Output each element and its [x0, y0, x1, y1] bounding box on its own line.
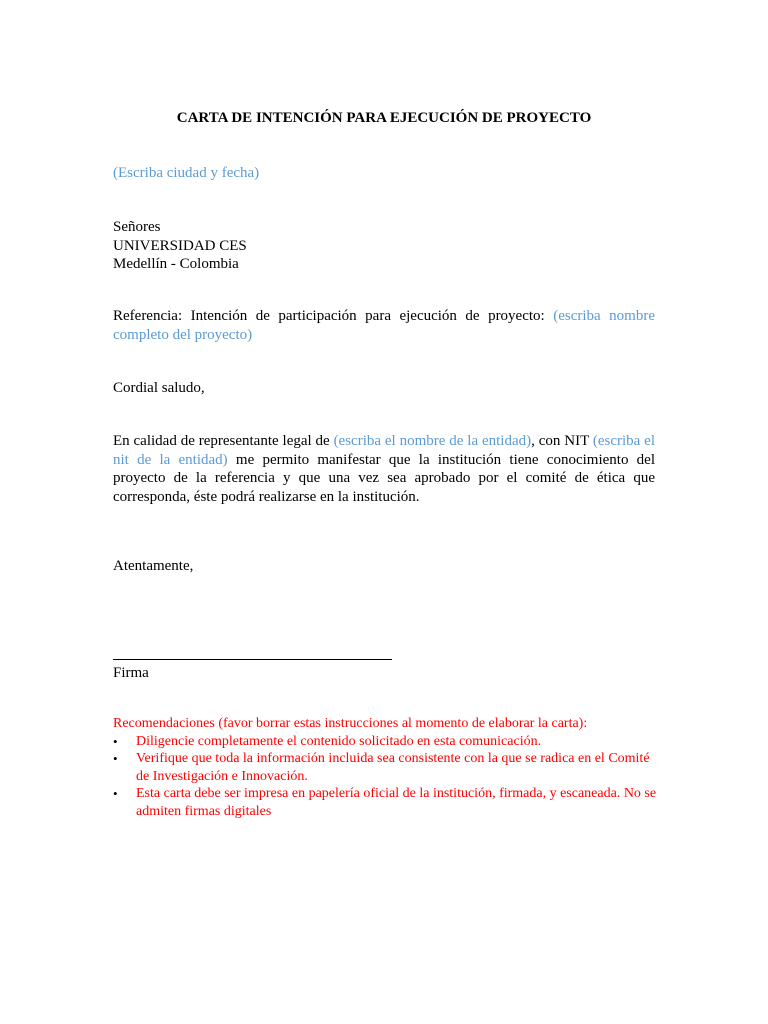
- bullet-icon: •: [113, 751, 118, 766]
- list-item: [113, 733, 658, 751]
- closing: Atentamente,: [113, 558, 194, 574]
- bullet-icon: •: [113, 786, 118, 801]
- recommendation-text: Diligencie completamente el contenido solicitado en esta comunicación.: [136, 733, 542, 749]
- body-text-2: , con NIT: [531, 433, 593, 449]
- signature-label: Firma: [113, 665, 149, 681]
- recommendation-text: Esta carta debe ser impresa en papelería oficial de la institución, firmada, y escaneada. No se admiten firmas digitales: [136, 786, 657, 819]
- recommendation-text: Verifique que toda la información incluida sea consistente con la que se radica en el Comité de Investigación e Innovación.: [136, 751, 650, 784]
- body-paragraph: [113, 432, 655, 506]
- list-item: [113, 750, 658, 785]
- recipient-institution: UNIVERSIDAD CES: [113, 237, 247, 254]
- recommendations-heading: Recomendaciones (favor borrar estas instrucciones al momento de elaborar la carta):: [113, 716, 588, 731]
- nit-placeholder: (escriba el nit de la entidad): [113, 433, 655, 468]
- reference-paragraph: [113, 307, 655, 344]
- body-text-3: me permito manifestar que la institución tiene conocimiento del proyecto de la referencia y que una vez sea aprobado por el comité de ética que corresponda, éste podrá realizarse en la institución.: [113, 451, 655, 505]
- greeting: Cordial saludo,: [113, 380, 205, 396]
- city-date-placeholder: (Escriba ciudad y fecha): [113, 165, 260, 181]
- signature-line: [113, 659, 392, 660]
- bullet-icon: •: [113, 733, 118, 749]
- project-name-placeholder: (escriba nombre completo del proyecto): [113, 308, 655, 343]
- letter-title: CARTA DE INTENCIÓN PARA EJECUCIÓN DE PROYECTO: [176, 110, 592, 126]
- recipient-block: [113, 218, 655, 274]
- recommendations-block: [113, 715, 658, 820]
- recommendations-list: [113, 733, 658, 821]
- recipient-salutation: Señores: [113, 219, 161, 235]
- list-item: [113, 785, 658, 820]
- entity-name-placeholder: (escriba el nombre de la entidad): [333, 433, 532, 449]
- recipient-location: Medellín - Colombia: [113, 256, 239, 272]
- body-text-1: En calidad de representante legal de: [113, 433, 334, 449]
- reference-text: Referencia: Intención de participación para ejecución de proyecto:: [113, 308, 554, 324]
